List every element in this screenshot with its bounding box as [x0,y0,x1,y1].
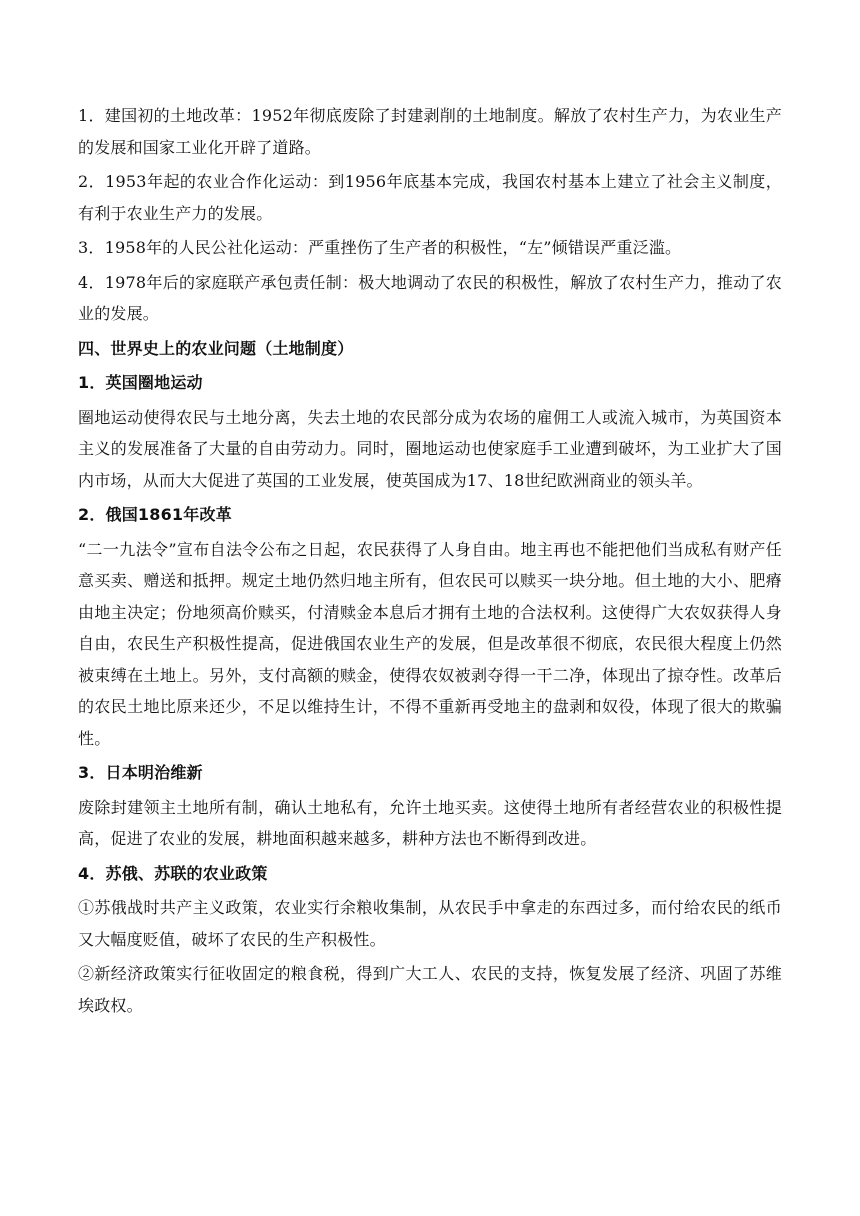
subheading-meiji: 3．日本明治维新 [78,763,203,782]
paragraph-nep: ②新经济政策实行征收固定的粮食税，得到广大工人、农民的支持，恢复发展了经济、巩固了苏维埃政权。 [78,964,782,1015]
paragraph-meiji: 废除封建领主土地所有制，确认土地私有，允许土地买卖。这使得土地所有者经营农业的积极性提高，促进了农业的发展，耕地面积越来越多，耕种方法也不断得到改进。 [78,797,782,848]
section-heading-world-history: 四、世界史上的农业问题（土地制度） [78,338,354,358]
paragraph-war-communism: ①苏俄战时共产主义政策，农业实行余粮收集制，从农民手中拿走的东西过多，而付给农民的纸币又大幅度贬值，破坏了农民的生产积极性。 [78,898,782,949]
paragraph-russia-1861: “二一九法令”宣布自法令公布之日起，农民获得了人身自由。地主再也不能把他们当成私有财产任意买卖、赠送和抵押。规定土地仍然归地主所有，但农民可以赎买一块分地。但土地的大小、肥瘠由地主决定；份地须高价赎买，付清赎金本息后才拥有土地的合法权利。这使得广大农奴获得人身自由，农民生产积极性提高，促进俄国农业生产的发展，但是改革很不彻底，农民很大程度上仍然被束缚在土地上。另外，支付高额的赎金，使得农奴被剥夺得一干二净，体现出了掠夺性。改革后的农民土地比原来还少，不足以维持生计，不得不重新再受地主的盘剥和奴役，体现了很大的欺骗性。 [78,539,782,748]
paragraph-enclosure: 圈地运动使得农民与土地分离，失去土地的农民部分成为农场的雇佣工人或流入城市，为英国资本主义的发展准备了大量的自由劳动力。同时，圈地运动也使家庭手工业遭到破坏，为工业扩大了国内市场，从而大大促进了英国的工业发展，使英国成为17、18世纪欧洲商业的领头羊。 [78,407,782,490]
subheading-russia-1861: 2．俄国1861年改革 [78,505,232,524]
subheading-enclosure: 1．英国圈地运动 [78,373,203,392]
paragraph-land-reform: 1．建国初的土地改革：1952年彻底废除了封建剥削的土地制度。解放了农村生产力，为农业生产的发展和国家工业化开辟了道路。 [78,106,782,157]
subheading-soviet-policy: 4．苏俄、苏联的农业政策 [78,863,268,883]
document-page [78,100,782,1024]
paragraph-peoples-commune: 3．1958年的人民公社化运动：严重挫伤了生产者的积极性，“左”倾错误严重泛滥。 [78,238,682,257]
paragraph-household-responsibility: 4．1978年后的家庭联产承包责任制：极大地调动了农民的积极性，解放了农村生产力，推动了农业的发展。 [78,272,782,323]
paragraph-cooperativization: 2．1953年起的农业合作化运动：到1956年底基本完成，我国农村基本上建立了社会主义制度，有利于农业生产力的发展。 [78,172,782,223]
